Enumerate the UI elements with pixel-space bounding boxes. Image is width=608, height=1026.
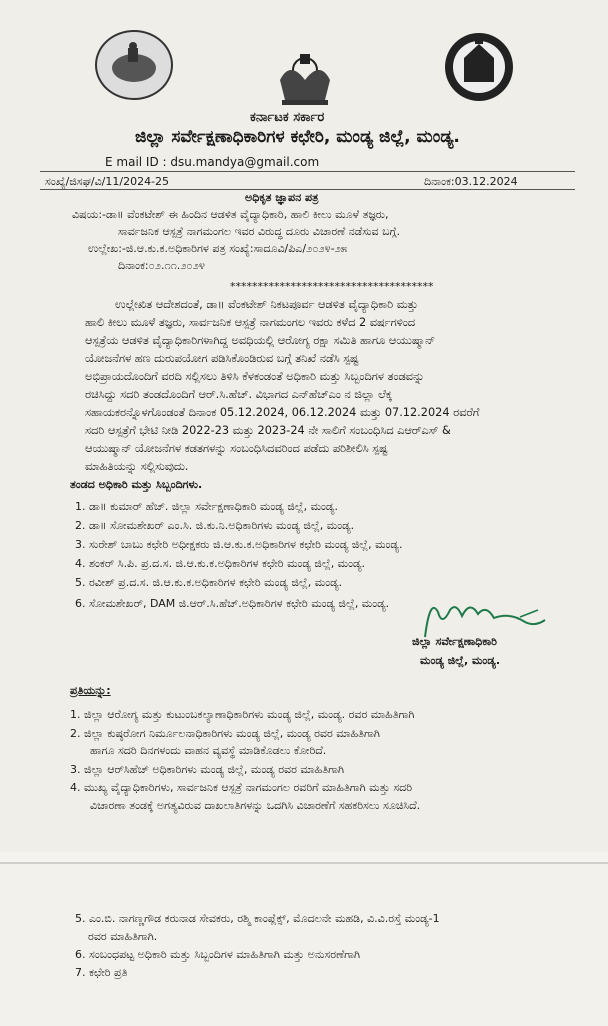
para-line: ಉಲ್ಲೇಖಿತ ಆದೇಶದಂತೆ, ಡಾ॥ ವೆಂಕಟೇಶ್ ನಿಕಟಪೂರ್ವ ಆಡಳಿತ ವೈದ್ಯಾಧಿಕಾರಿ ಮತ್ತು <box>115 298 418 311</box>
subject-line-1: ವಿಷಯ:-ಡಾ॥ ವೆಂಕಟೇಶ್ ಈ ಹಿಂದಿನ ಆಡಳಿತ ವೈದ್ಯಾಧಿಕಾರಿ, ಹಾಲಿ ಕೀಲು ಮೂಳೆ ತಜ್ಞರು, <box>72 208 389 221</box>
karnataka-emblem <box>270 50 340 108</box>
email-line: E mail ID : dsu.mandya@gmail.com <box>105 155 320 169</box>
team-member: 3. ಸುರೇಶ್ ಬಾಬು ಕಛೇರಿ ಅಧೀಕ್ಷಕರು ಜಿ.ಆ.ಕು.ಕ.ಅಧಿಕಾರಿಗಳ ಕಛೇರಿ ಮಂಡ್ಯ ಜಿಲ್ಲೆ, ಮಂಡ್ಯ. <box>75 538 403 551</box>
copy-item: 5. ಎಂ.ಬಿ. ನಾಗಣ್ಣಗೌಡ ಕರುನಾಡ ಸೇವಕರು, ರಶ್ಮಿ ಕಾಂಪ್ಲೆಕ್ಸ್, ಮೊದಲನೇ ಮಹಡಿ, ವಿ.ವಿ.ರಸ್ತೆ ಮಂಡ್ಯ-1 <box>75 912 440 925</box>
copy-item: 3. ಜಿಲ್ಲಾ ಆರ್‌ಸಿಹೆಚ್ ಅಧಿಕಾರಿಗಳು ಮಂಡ್ಯ ಜಿಲ್ಲೆ, ಮಂಡ್ಯ ರವರ ಮಾಹಿತಿಗಾಗಿ <box>70 763 344 776</box>
reference-number: ಸಂಖ್ಯೆ/ಜಿಸಘ/ವಿ/11/2024-25 <box>45 175 170 188</box>
para-line: ಯೋಜನೆಗಳ ಹಣ ದುರುಪಯೋಗ ಪಡಿಸಿಕೊಂಡಿರುವ ಬಗ್ಗೆ ತನಿಖೆ ನಡೆಸಿ ಸ್ಪಷ್ಟ <box>85 352 359 365</box>
stars-separator: ************************************* <box>230 280 434 293</box>
subject-line-2: ಸಾರ್ವಜನಿಕ ಆಸ್ಪತ್ರೆ ನಾಗಮಂಗಲ ಇವರ ವಿರುದ್ಧ ದೂರು ವಿಚಾರಣೆ ನಡೆಸುವ ಬಗ್ಗೆ. <box>118 225 401 238</box>
reference-line-2: ದಿನಾಂಕ:೦೨.೧೧.೨೦೨೪ <box>118 259 205 272</box>
para-line: ಹಾಲಿ ಕೀಲು ಮೂಳೆ ತಜ್ಞರು, ಸಾರ್ವಜನಿಕ ಆಸ್ಪತ್ರೆ ನಾಗಮಂಗಲ ಇವರು ಕಳೆದ 2 ವರ್ಷಗಳಿಂದ <box>85 316 416 329</box>
department-logo <box>95 30 173 100</box>
copy-item: 6. ಸಂಬಂಧಪಟ್ಟ ಅಧಿಕಾರಿ ಮತ್ತು ಸಿಬ್ಬಂದಿಗಳ ಮಾಹಿತಿಗಾಗಿ ಮತ್ತು ಅನುಸರಣೆಗಾಗಿ <box>75 948 360 961</box>
office-heading: ಜಿಲ್ಲಾ ಸರ್ವೇಕ್ಷಣಾಧಿಕಾರಿಗಳ ಕಛೇರಿ, ಮಂಡ್ಯ ಜಿಲ್ಲೆ, ಮಂಡ್ಯ. <box>135 127 460 147</box>
document-date: ದಿನಾಂಕ:03.12.2024 <box>424 175 518 188</box>
copy-item: 2. ಜಿಲ್ಲಾ ಕುಷ್ಠರೋಗ ನಿರ್ಮೂಲನಾಧಿಕಾರಿಗಳು ಮಂಡ್ಯ ಜಿಲ್ಲೆ, ಮಂಡ್ಯ ರವರ ಮಾಹಿತಿಗಾಗಿ <box>70 727 380 740</box>
para-line: ಮಾಹಿತಿಯನ್ನು ಸಲ್ಲಿಸುವುದು. <box>85 460 189 473</box>
health-logo <box>440 28 518 106</box>
copy-item: 1. ಜಿಲ್ಲಾ ಆರೋಗ್ಯ ಮತ್ತು ಕುಟುಂಬಕಲ್ಯಾಣಾಧಿಕಾರಿಗಳು ಮಂಡ್ಯ ಜಿಲ್ಲೆ, ಮಂಡ್ಯ. ರವರ ಮಾಹಿತಿಗಾಗಿ <box>70 708 415 721</box>
signatory-place: ಮಂಡ್ಯ ಜಿಲ್ಲೆ, ಮಂಡ್ಯ. <box>420 654 501 667</box>
team-heading: ತಂಡದ ಅಧಿಕಾರಿ ಮತ್ತು ಸಿಬ್ಬಂದಿಗಳು. <box>70 478 203 491</box>
para-line: ಸಹಾಯಕರನ್ನೊಳಗೊಂಡಂತೆ ದಿನಾಂಕ 05.12.2024, 06.12.2024 ಮತ್ತು 07.12.2024 ರವರೆಗೆ <box>85 406 480 419</box>
header-divider <box>40 171 575 172</box>
team-member: 2. ಡಾ॥ ಸೋಮಶೇಖರ್ ಎಂ.ಸಿ. ಜಿ.ಕು.ನಿ.ಅಧಿಕಾರಿಗಳು ಮಂಡ್ಯ ಜಿಲ್ಲೆ, ಮಂಡ್ಯ. <box>75 519 355 532</box>
copy-item: ರವರ ಮಾಹಿತಿಗಾಗಿ. <box>88 930 158 943</box>
ref-divider <box>40 189 575 190</box>
memo-title: ಅಧಿಕೃತ ಜ್ಞಾಪನ ಪತ್ರ <box>245 191 319 204</box>
para-line: ಅಭಿಪ್ರಾಯದೊಂದಿಗೆ ವರದಿ ಸಲ್ಲಿಸಲು ತಿಳಿಸಿ ಕೆಳಕಂಡಂತೆ ಅಧಿಕಾರಿ ಮತ್ತು ಸಿಬ್ಬಂದಿಗಳ ತಂಡವನ್ನು <box>85 370 425 383</box>
team-member: 1. ಡಾ॥ ಕುಮಾರ್ ಹೆಚ್. ಜಿಲ್ಲಾ ಸರ್ವೇಕ್ಷಣಾಧಿಕಾರಿ ಮಂಡ್ಯ ಜಿಲ್ಲೆ, ಮಂಡ್ಯ. <box>75 500 338 513</box>
team-member: 5. ರವೀಶ್ ಪ್ರ.ದ.ಸ. ಜಿ.ಆ.ಕು.ಕ.ಅಧಿಕಾರಿಗಳ ಕಛೇರಿ ಮಂಡ್ಯ ಜಿಲ್ಲೆ, ಮಂಡ್ಯ. <box>75 576 343 589</box>
copy-item: 7. ಕಛೇರಿ ಪ್ರತಿ <box>75 966 128 979</box>
para-line: ರಚಿಸಿದ್ದು ಸದರಿ ತಂಡದೊಂದಿಗೆ ಆರ್.ಸಿ.ಹೆಚ್. ವಿಭಾಗದ ಎನ್‌ಹೆಚ್‌ಎಂ ನ ಜಿಲ್ಲಾ ಲೆಕ್ಕ <box>85 388 392 401</box>
copy-item: 4. ಮುಖ್ಯ ವೈದ್ಯಾಧಿಕಾರಿಗಳು, ಸಾರ್ವಜನಿಕ ಆಸ್ಪತ್ರೆ ನಾಗಮಂಗಲ ರವರಿಗೆ ಮಾಹಿತಿಗಾಗಿ ಮತ್ತು ಸದರಿ <box>70 781 413 794</box>
copy-item: ಹಾಗೂ ಸದರಿ ದಿನಗಳಂದು ವಾಹನ ವ್ಯವಸ್ಥೆ ಮಾಡಿಕೊಡಲು ಕೋರಿದೆ. <box>90 744 327 757</box>
document-page-2 <box>0 862 608 1026</box>
signatory-title: ಜಿಲ್ಲಾ ಸರ್ವೇಕ್ಷಣಾಧಿಕಾರಿ <box>412 635 497 648</box>
para-line: ಸದರಿ ಆಸ್ಪತ್ರೆಗೆ ಭೇಟಿ ನೀಡಿ 2022-23 ಮತ್ತು 2023-24 ನೇ ಸಾಲಿಗೆ ಸಂಬಂಧಿಸಿದ ಎಆರ್‌ಎಸ್ & <box>85 424 451 437</box>
para-line: ಆಸ್ಪತ್ರೆಯ ಆಡಳಿತ ವೈದ್ಯಾಧಿಕಾರಿಗಳಾಗಿದ್ದ ಅವಧಿಯಲ್ಲಿ ಆರೋಗ್ಯ ರಕ್ಷಾ ಸಮಿತಿ ಹಾಗೂ ಆಯುಷ್ಮಾನ್ <box>85 334 436 347</box>
government-heading: ಕರ್ನಾಟಕ ಸರ್ಕಾರ <box>250 110 325 125</box>
copy-item: ವಿಚಾರಣಾ ತಂಡಕ್ಕೆ ಅಗತ್ಯವಿರುವ ದಾಖಲಾತಿಗಳನ್ನು ಒದಗಿಸಿ ವಿಚಾರಣೆಗೆ ಸಹಕರಿಸಲು ಸೂಚಿಸಿದೆ. <box>90 799 421 812</box>
team-member: 6. ಸೋಮಶೇಖರ್, DAM ಜಿ.ಆರ್.ಸಿ.ಹೆಚ್.ಅಧಿಕಾರಿಗಳ ಕಛೇರಿ ಮಂಡ್ಯ ಜಿಲ್ಲೆ, ಮಂಡ್ಯ. <box>75 597 390 610</box>
copies-heading: ಪ್ರತಿಯನ್ನು: <box>70 684 111 697</box>
team-member: 4. ಶಂಕರ್ ಸಿ.ಪಿ. ಪ್ರ.ದ.ಸ. ಜಿ.ಆ.ಕು.ಕ.ಅಧಿಕಾರಿಗಳ ಕಛೇರಿ ಮಂಡ್ಯ ಜಿಲ್ಲೆ, ಮಂಡ್ಯ. <box>75 557 366 570</box>
para-line: ಆಯುಷ್ಮಾನ್ ಯೋಜನೆಗಳ ಕಡತಗಳನ್ನು ಸಂಬಂಧಿಸಿದವರಿಂದ ಪಡೆದು ಪರಿಶೀಲಿಸಿ ಸ್ಪಷ್ಟ <box>85 442 388 455</box>
reference-line-1: ಉಲ್ಲೇಖ:-ಜಿ.ಆ.ಕು.ಕ.ಅಧಿಕಾರಿಗಳ ಪತ್ರ ಸಂಖ್ಯೆ:ಸಾದೂವಿ/ಪಿಎ/೨೦೨೪-೨೫ <box>88 242 347 255</box>
